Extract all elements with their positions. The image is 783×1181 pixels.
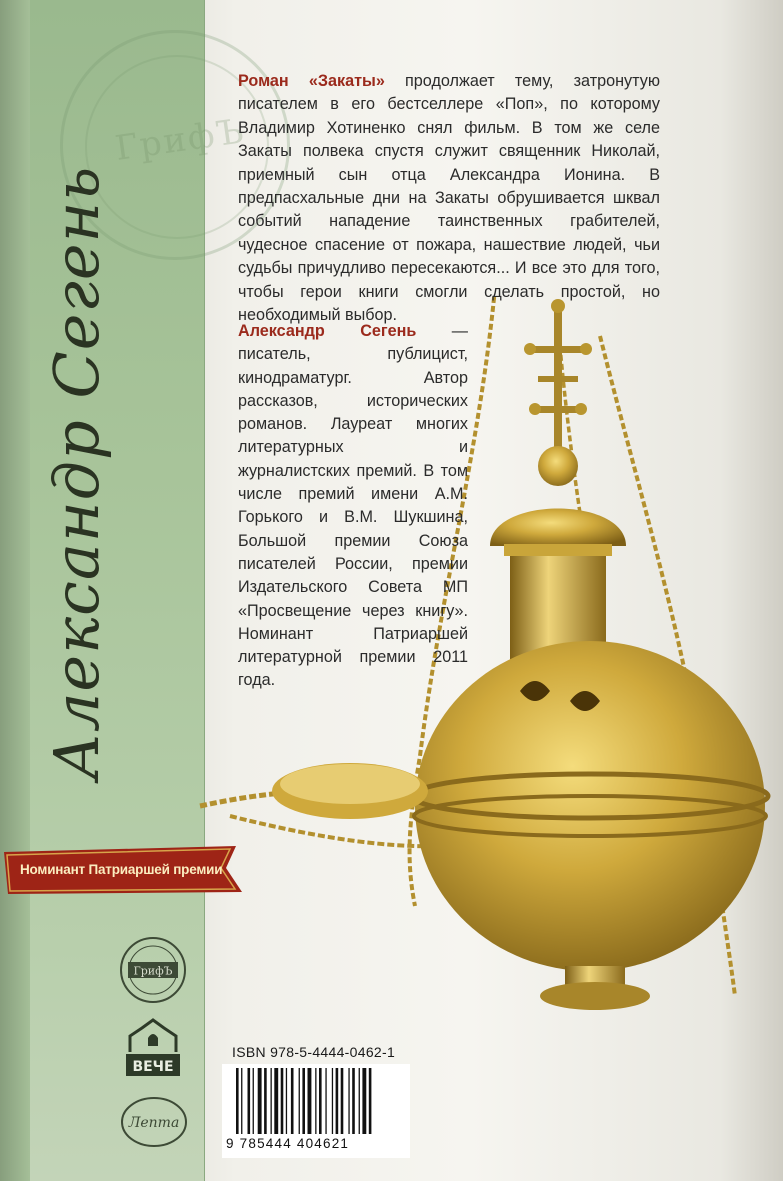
award-ribbon-label: Номинант Патриаршей премии: [20, 862, 223, 877]
isbn-label: ISBN 978-5-4444-0462-1: [232, 1044, 396, 1060]
veche-logo-text: ВЕЧЕ: [132, 1059, 174, 1075]
barcode-digits: 9 785444 404621: [226, 1136, 350, 1151]
bio-lead: Александр Сегень: [238, 322, 417, 340]
veche-publisher-logo: [122, 1018, 184, 1080]
lepta-logo-text: Лепта: [128, 1115, 180, 1131]
seal-watermark-text: ГрифЪ: [112, 111, 248, 169]
book-description: [238, 70, 660, 327]
spine-edge: [0, 0, 30, 1181]
lepta-publisher-logo: [118, 1092, 190, 1152]
grif-logo-text: ГрифЪ: [133, 964, 173, 978]
author-name-vertical: Александр Сегень: [40, 165, 113, 780]
author-bio: [238, 320, 468, 693]
barcode-bars: [222, 1064, 410, 1136]
description-text: продолжает тему, затронутую писателем в его бестселлере «Поп», по которому Владимир Хотиненко снял фильм. В том же селе Закаты полвека спустя служит священник Николай, приемный сын отца Александра Ионина. В предпасхальные дни на Закаты обрушивается шквал событий нападение таинственных грабителей, чудесное спасение от пожара, нашествие людей, чьи судьбы причудливо пересекаются... И все это для того, чтобы герои книги смогли сделать простой, но необходимый выбор.: [238, 72, 660, 325]
description-lead: Роман «Закаты»: [238, 72, 385, 90]
bio-text: — писатель, публицист, кинодраматург. Автор рассказов, исторических романов. Лауреат многих литературных и журналистских премий. В том числе премий имени А.М. Горького и В.М. Шукшина, Большой премии Союза писателей России, премии Издательского Совета МП «Просвещение через книгу». Номинант Патриаршей литературной премии 2011 года.: [238, 322, 468, 690]
grif-publisher-logo: [118, 935, 188, 1005]
